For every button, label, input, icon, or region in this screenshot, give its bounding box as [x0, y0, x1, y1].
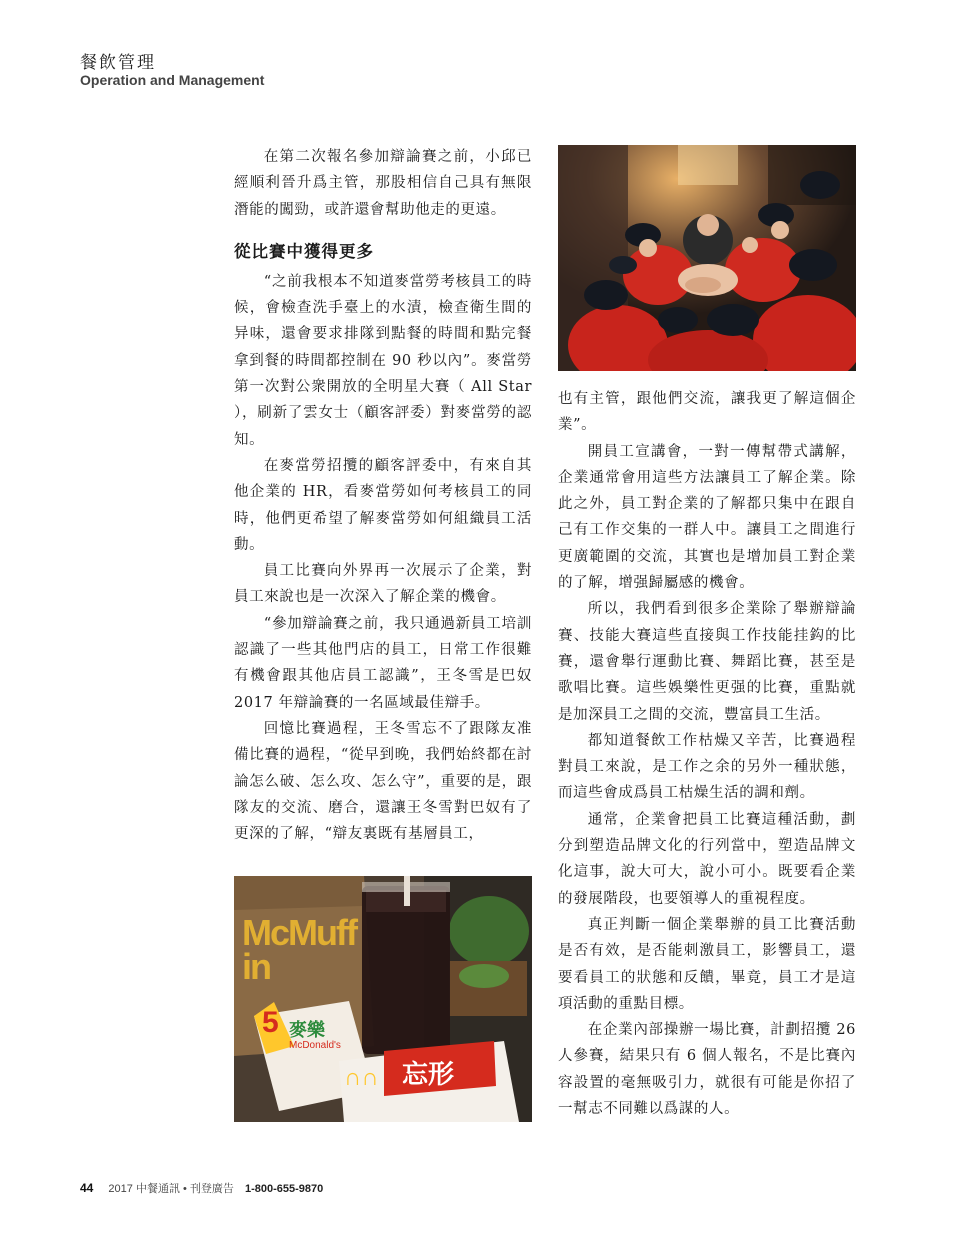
team-photo — [558, 145, 856, 371]
paragraph: 員工比賽向外界再一次展示了企業，對員工來說也是一次深入了解企業的機會。 — [234, 563, 532, 606]
team-photo-graphic — [558, 145, 856, 371]
box-number: 5 — [262, 1006, 279, 1039]
wrap-text: 忘形 — [402, 1060, 455, 1090]
footer — [80, 1180, 323, 1196]
paragraph: 在企業內部操辦一場比賽，計劃招攬 26 人參賽，結果只有 6 個人報名，不是比賽內容設置的毫無吸引力，就很有可能是你招了一幫志不同難以爲謀的人。 — [558, 1022, 856, 1118]
box-brand: McDonald's — [289, 1040, 341, 1051]
paragraph: 真正判斷一個企業舉辦的員工比賽活動是否有效，是否能刺激員工，影響員工，還要看員工的狀態和反饋，畢竟，員工才是這項活動的重點目標。 — [558, 916, 856, 1012]
page-number: 44 — [80, 1181, 94, 1195]
paragraph: 也有主管，跟他們交流，讓我更了解這個企業”。 — [558, 391, 856, 434]
paragraph: 回憶比賽過程，王冬雪忘不了跟隊友准備比賽的過程，“從早到晚，我們始終都在討論怎么破、怎么攻、怎么守”，重要的是，跟隊友的交流、磨合，還讓王冬雪對巴奴有了更深的了解，“辯友裏既有基層員工， — [234, 720, 532, 843]
bag-logo-text: McMuffin — [242, 912, 356, 987]
paragraph: “參加辯論賽之前，我只通過新員工培訓認識了一些其他門店的員工，日常工作很難有機會跟其他店員工認識”，王冬雪是巴奴 2017 年辯論賽的一名區域最佳辯手。 — [234, 615, 532, 711]
food-photo — [234, 876, 532, 1122]
right-column — [558, 386, 856, 1122]
paragraph: 通常，企業會把員工比賽這種活動，劃分到塑造品牌文化的行列當中，塑造品牌文化這事，說大可大，說小可小。既要看企業的發展階段，也要領導人的重視程度。 — [558, 811, 856, 907]
section-title: 餐飲管理 — [80, 53, 156, 73]
box-text: 麥樂 — [289, 1020, 325, 1041]
footer-phone: 1-800-655-9870 — [244, 1183, 324, 1195]
article-heading: 從比賽中獲得更多 — [234, 241, 374, 261]
paragraph: 所以，我們看到很多企業除了舉辦辯論賽、技能大賽這些直接與工作技能挂鈎的比賽，還會舉行運動比賽、舞蹈比賽，甚至是歌唱比賽。這些娛樂性更强的比賽，重點就是加深員工之間的交流，豐富員工生活。 — [558, 601, 856, 723]
left-column — [234, 144, 532, 847]
mcdonalds-logo-icon: ∩∩ — [344, 1064, 379, 1091]
paragraph: 在麥當勞招攬的顧客評委中，有來自其他企業的 HR，看麥當勞如何考核員工的同時，他們更希望了解麥當勞如何組織員工活動。 — [234, 457, 532, 553]
footer-text: 2017 中餐通訊 • 刊登廣告 — [108, 1183, 234, 1195]
paragraph: 開員工宣講會，一對一傳幫帶式講解，企業通常會用這些方法讓員工了解企業。除此之外，員工對企業的了解都只集中在跟自己有工作交集的一群人中。讓員工之間進行更廣範圍的交流，其實也是增加員工對企業的了解，增强歸屬感的機會。 — [558, 443, 856, 592]
section-subtitle: Operation and Management — [80, 72, 265, 88]
paragraph: “之前我根本不知道麥當勞考核員工的時候，會檢查洗手臺上的水漬，檢查衛生間的异味，還會要求排隊到點餐的時間和點完餐拿到餐的時間都控制在 90 秒以內”。麥當勞第一次對公衆開放的全明星大賽（ All Star ），刷新了雲女士（顧客評委）對麥當勞的認知。 — [234, 273, 532, 448]
paragraph: 都知道餐飲工作枯燥又辛苦，比賽過程對員工來說，是工作之余的另外一種狀態，而這些會成爲員工枯燥生活的調和劑。 — [558, 732, 856, 802]
paragraph: 在第二次報名參加辯論賽之前，小邱已經順利晉升爲主管，那股相信自己具有無限潛能的闖勁，或許還會幫助他走的更遠。 — [234, 149, 532, 218]
